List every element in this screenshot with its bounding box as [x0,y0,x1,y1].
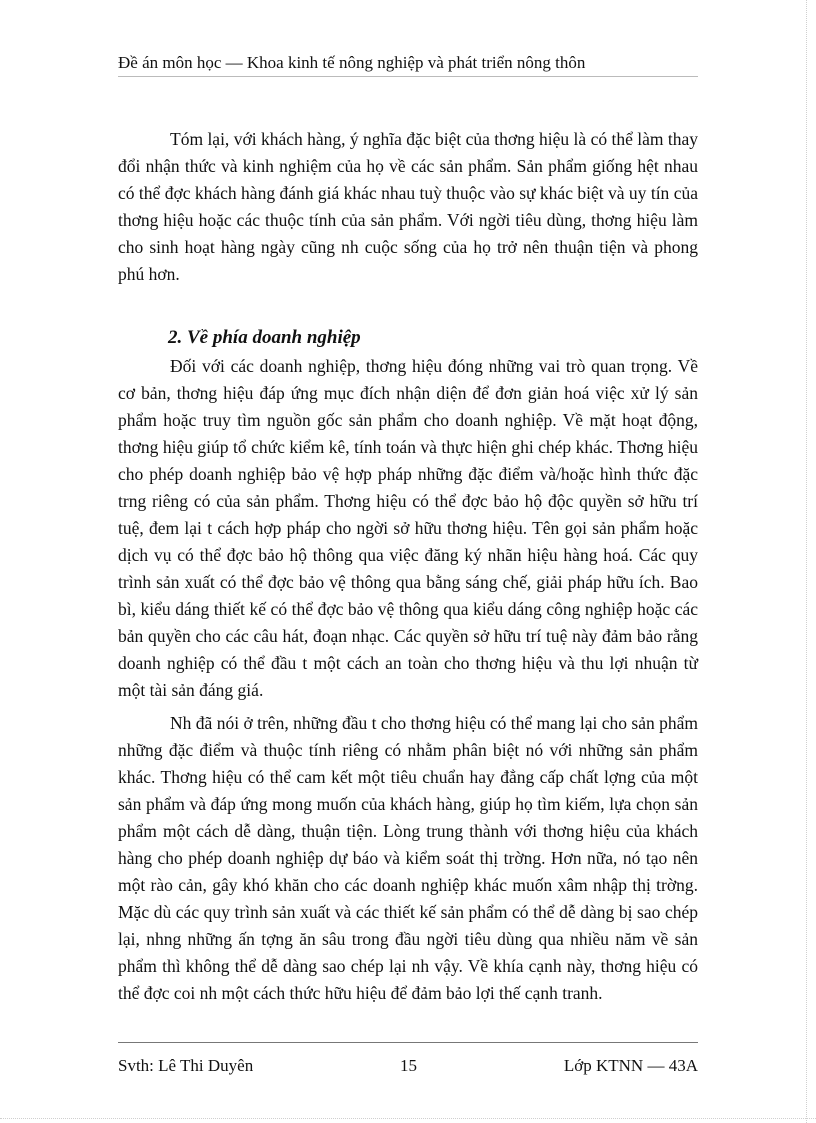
footer-author: Svth: Lê Thi Duyên [118,1056,254,1075]
page-edge-bottom [0,1118,816,1119]
header-divider [118,76,698,77]
paragraph-business-role: Đối với các doanh nghiệp, thơng hiệu đóng những vai trò quan trọng. Về cơ bản, thơng hiệu đáp ứng mục đích nhận diện để đơn giản hoá việc xử lý sản phẩm hoặc truy tìm nguồn gốc sản phẩm cho doanh nghiệp. Về mặt hoạt động, thơng hiệu giúp tổ chức kiểm kê, tính toán và thực hiện ghi chép khác. Thơng hiệu cho phép doanh nghiệp bảo vệ hợp pháp những đặc điểm và/hoặc hình thức đặc trng riêng có của sản phẩm. Thơng hiệu có thể đợc bảo hộ độc quyền sở hữu trí tuệ, đem lại t cách hợp pháp cho ngời sở hữu thơng hiệu. Tên gọi sản phẩm hoặc dịch vụ có thể đợc bảo hộ thông qua việc đăng ký nhãn hiệu hàng hoá. Các quy trình sản xuất có thể đợc bảo vệ thông qua bằng sáng chế, giải pháp hữu ích. Bao bì, kiểu dáng thiết kế có thể đợc bảo vệ thông qua kiểu dáng công nghiệp hoặc các bản quyền cho các câu hát, đoạn nhạc. Các quyền sở hữu trí tuệ này đảm bảo rằng doanh nghiệp có thể đầu t một cách an toàn cho thơng hiệu và thu lợi nhuận từ một tài sản đáng giá. [118,356,698,700]
footer-class: Lớp KTNN — 43A [563,1056,698,1075]
footer-divider [118,1042,698,1043]
page-header: Đề án môn học — Khoa kinh tế nông nghiệp và phát triển nông thôn [118,53,586,72]
paragraph-competitive-advantage: Nh đã nói ở trên, những đầu t cho thơng hiệu có thể mang lại cho sản phẩm những đặc điểm và thuộc tính riêng có nhằm phân biệt nó với những sản phẩm khác. Thơng hiệu có thể cam kết một tiêu chuẩn hay đẳng cấp chất lợng của một sản phẩm và đáp ứng mong muốn của khách hàng, giúp họ tìm kiếm, lựa chọn sản phẩm một cách dễ dàng, thuận tiện. Lòng trung thành với thơng hiệu của khách hàng cho phép doanh nghiệp dự báo và kiểm soát thị trờng. Hơn nữa, nó tạo nên một rào cản, gây khó khăn cho các doanh nghiệp khác muốn xâm nhập thị trờng. Mặc dù các quy trình sản xuất và các thiết kế sản phẩm có thể dễ dàng bị sao chép lại, nhng những ấn tợng ăn sâu trong đầu ngời tiêu dùng qua nhiều năm về sản phẩm thì không thể dễ dàng sao chép lại nh vậy. Về khía cạnh này, thơng hiệu có thể đợc coi nh một cách thức hữu hiệu để đảm bảo lợi thế cạnh tranh. [118,713,698,1003]
page-footer [118,1054,698,1078]
section-heading: 2. Về phía doanh nghiệp [168,327,361,348]
paragraph-consumer-summary: Tóm lại, với khách hàng, ý nghĩa đặc biệt của thơng hiệu là có thể làm thay đổi nhận thức và kinh nghiệm của họ về các sản phẩm. Sản phẩm giống hệt nhau có thể đợc khách hàng đánh giá khác nhau tuỳ thuộc vào sự khác biệt và uy tín của thơng hiệu hoặc các thuộc tính của sản phẩm. Với ngời tiêu dùng, thơng hiệu làm cho sinh hoạt hàng ngày cũng nh cuộc sống của họ trở nên thuận tiện và phong phú hơn. [118,129,698,284]
document-body [118,126,698,1007]
page-edge-right [806,0,807,1123]
page-number: 15 [400,1056,417,1075]
